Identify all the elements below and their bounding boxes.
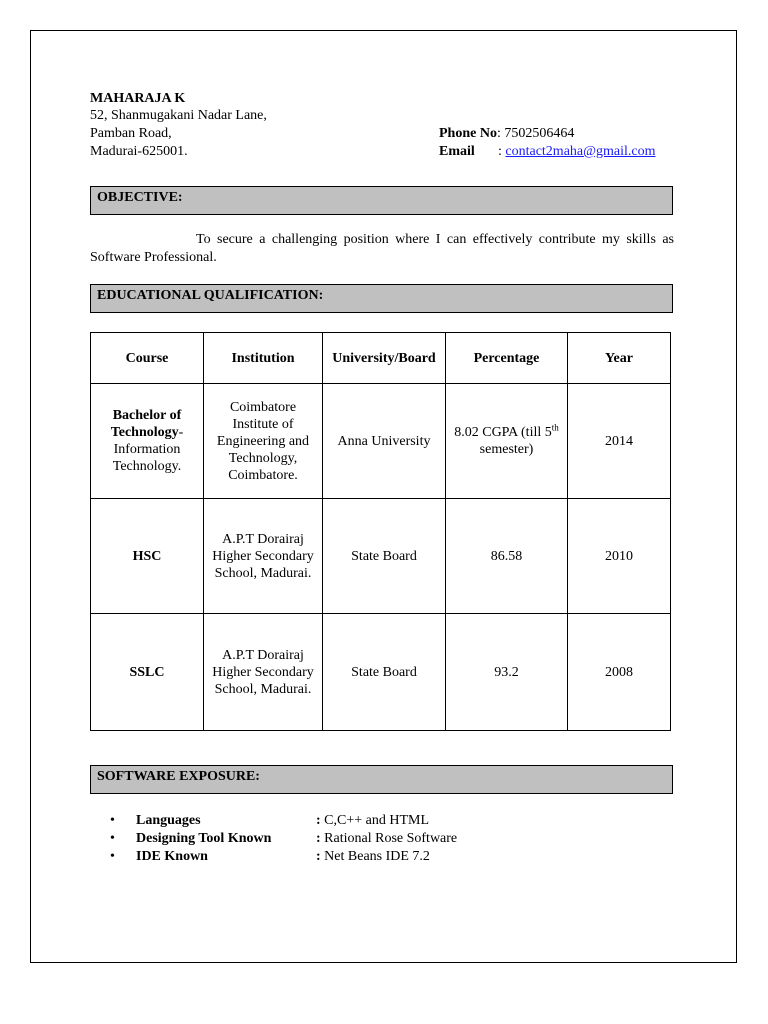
board-cell: State Board [323, 499, 446, 614]
skill-value: C,C++ and HTML [324, 813, 430, 828]
course-cell [91, 384, 204, 499]
objective-heading: OBJECTIVE: [97, 190, 183, 205]
email-value-line [498, 143, 656, 161]
year-cell: 2014 [568, 384, 671, 499]
skill-colon: : [316, 813, 321, 828]
phone-label: Phone No [439, 126, 497, 141]
email-separator: : [498, 144, 502, 159]
column-header-percentage: Percentage [446, 333, 568, 384]
percentage-cell [446, 384, 568, 499]
phone-line [439, 125, 574, 143]
address-line-2: Pamban Road, [90, 126, 172, 141]
skill-value: Rational Rose Software [324, 831, 458, 846]
skill-colon: : [316, 831, 321, 846]
column-header-year: Year [568, 333, 671, 384]
board-cell: State Board [323, 614, 446, 731]
percentage-text: 8.02 CGPA (till 5 [454, 425, 552, 440]
table-row [91, 614, 671, 731]
bullet-icon: • [110, 813, 115, 828]
institution-cell: A.P.T Dorairaj Higher Secondary School, Madurai. [204, 499, 323, 614]
bullet-icon: • [110, 831, 115, 846]
objective-heading-bar [90, 186, 673, 215]
table-row [91, 499, 671, 614]
candidate-name: MAHARAJA K [90, 91, 186, 106]
skill-label: Designing Tool Known [136, 831, 272, 846]
address-line-3: Madurai-625001. [90, 144, 188, 159]
email-line [439, 143, 475, 161]
institution-cell: A.P.T Dorairaj Higher Secondary School, Madurai. [204, 614, 323, 731]
skill-label: Languages [136, 813, 201, 828]
skill-value-line [316, 812, 429, 830]
education-table [90, 332, 671, 731]
column-header-institution: Institution [204, 333, 323, 384]
education-heading: EDUCATIONAL QUALIFICATION: [97, 288, 324, 303]
skill-value-line [316, 830, 457, 848]
year-cell: 2008 [568, 614, 671, 731]
software-heading: SOFTWARE EXPOSURE: [97, 769, 260, 784]
course-cell: SSLC [91, 614, 204, 731]
table-header-row [91, 333, 671, 384]
email-label: Email [439, 144, 475, 159]
column-header-board: University/Board [323, 333, 446, 384]
percentage-cell: 86.58 [446, 499, 568, 614]
percentage-superscript: th [551, 422, 559, 433]
phone-value: : 7502506464 [496, 126, 575, 141]
education-heading-bar [90, 284, 673, 313]
skill-value-line [316, 848, 430, 866]
percentage-suffix: semester) [479, 442, 534, 457]
institution-cell: Coimbatore Institute of Engineering and Technology, Coimbatore. [204, 384, 323, 499]
skill-label: IDE Known [136, 849, 208, 864]
board-cell: Anna University [323, 384, 446, 499]
course-cell: HSC [91, 499, 204, 614]
objective-text [90, 231, 674, 267]
course-degree: Bachelor of Technology [110, 408, 182, 440]
software-heading-bar [90, 765, 673, 794]
objective-paragraph: To secure a challenging position where I can effectively contribute my skills as Software Professional. [90, 232, 674, 265]
table-row [91, 384, 671, 499]
bullet-icon: • [110, 849, 115, 864]
skill-value: Net Beans IDE 7.2 [324, 849, 430, 864]
email-link[interactable]: contact2maha@gmail.com [505, 144, 656, 159]
column-header-course: Course [91, 333, 204, 384]
year-cell: 2010 [568, 499, 671, 614]
skill-colon: : [316, 849, 321, 864]
percentage-cell: 93.2 [446, 614, 568, 731]
address-line-1: 52, Shanmugakani Nadar Lane, [90, 108, 267, 123]
course-specialization: -Information Technology. [112, 425, 184, 474]
